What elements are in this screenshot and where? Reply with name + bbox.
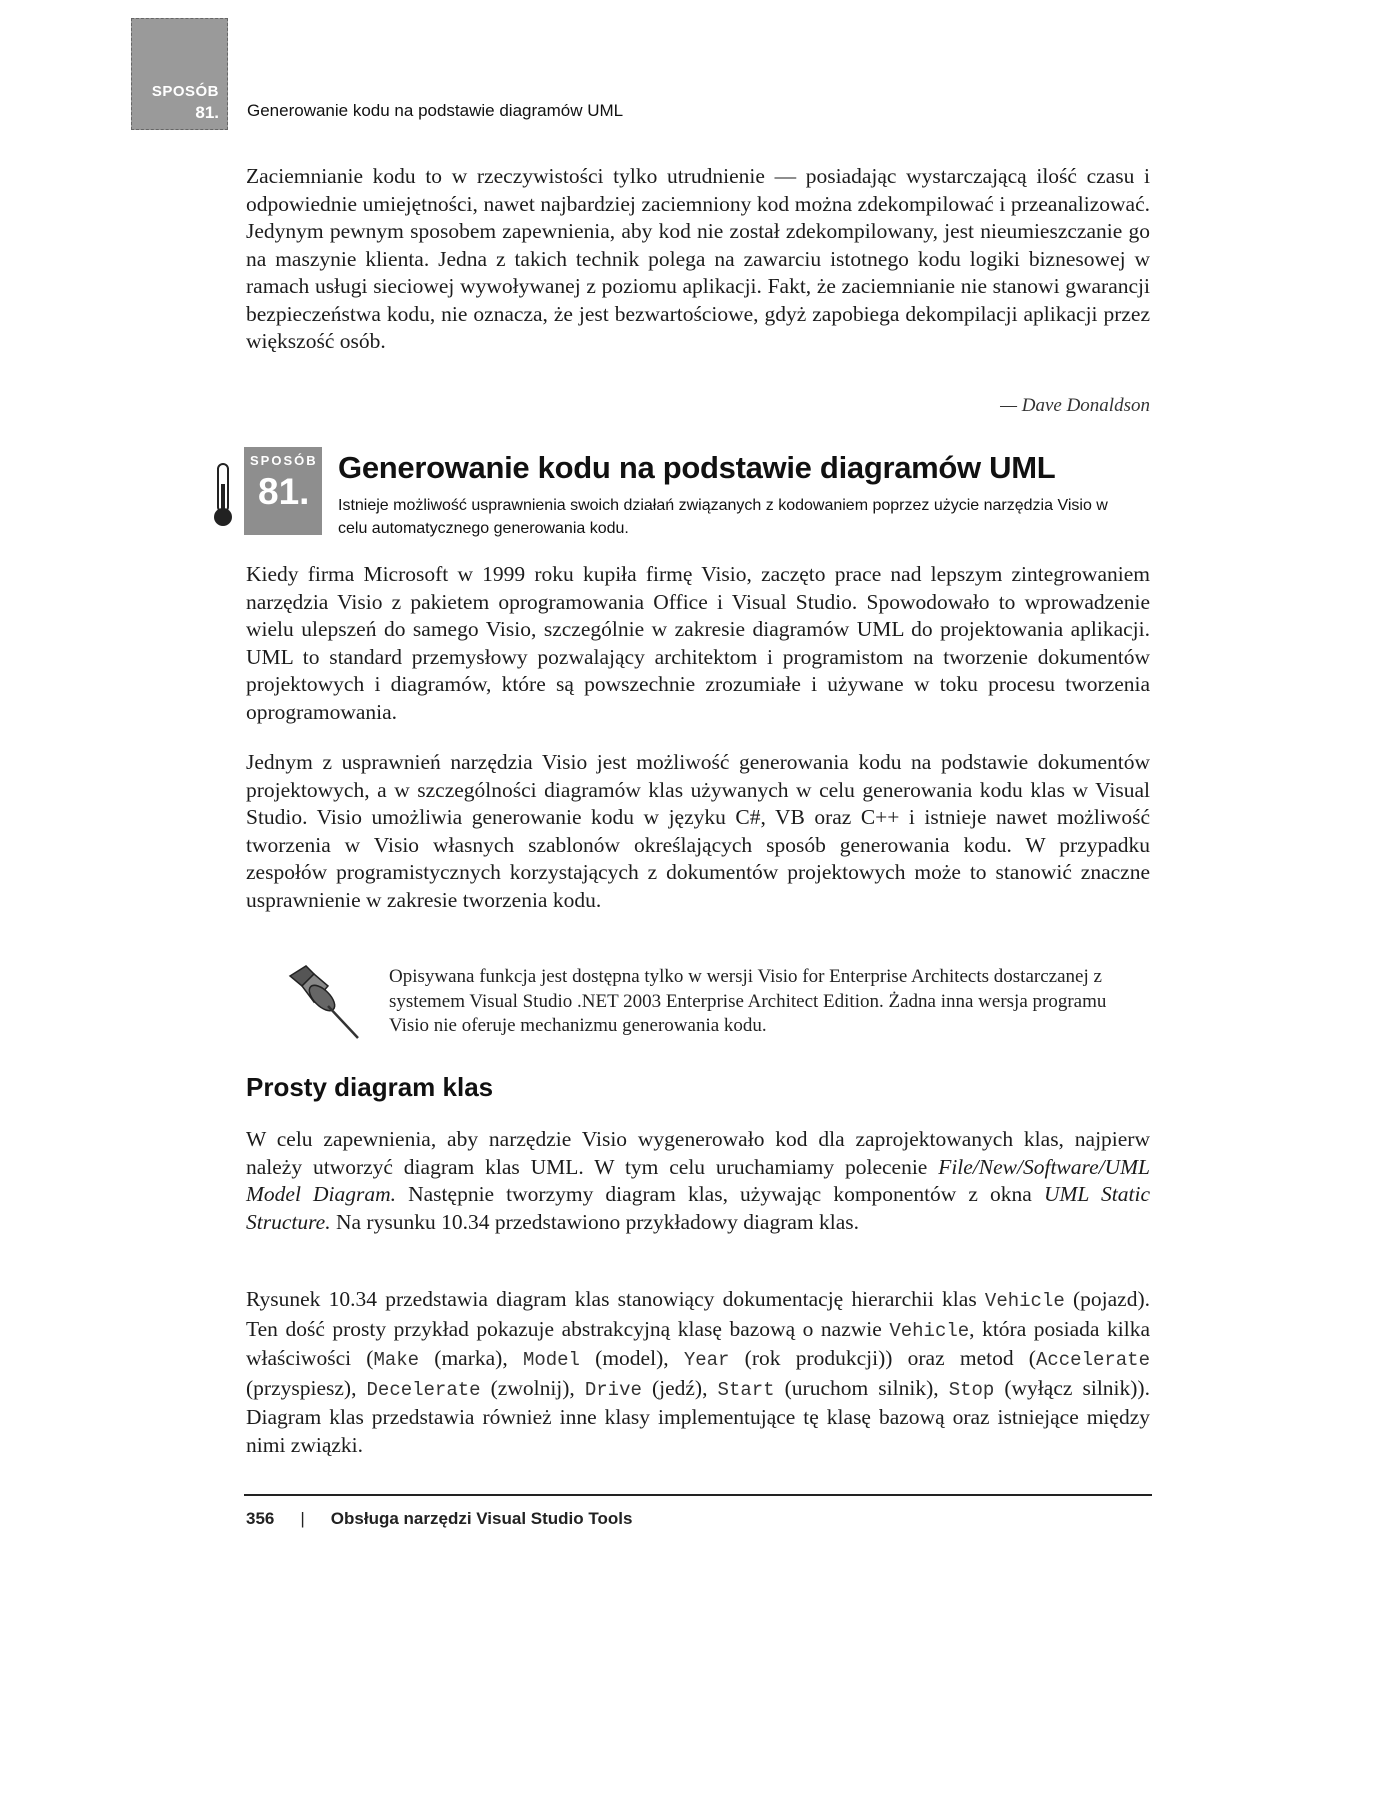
code-token: Decelerate (366, 1378, 481, 1401)
thermometer-icon (212, 462, 234, 528)
note-text: Opisywana funkcja jest dostępna tylko w wersji Visio for Enterprise Architects dostarczanej z systemem Visual Studio .NET 2003 Enterprise Architect Edition. Żadna inna wersja programu Visio nie oferuje mechanizmu generowania kodu. (389, 966, 1107, 1036)
page-footer (246, 1509, 632, 1529)
footer-separator: | (300, 1509, 305, 1528)
code-token: Accelerate (1035, 1349, 1150, 1371)
code-token: Make (373, 1349, 420, 1371)
quote-attribution: — Dave Donaldson (1000, 395, 1150, 416)
pushpin-icon (284, 962, 364, 1042)
text-run: Na rysunku 10.34 przedstawiono przykładowy diagram klas. (330, 1209, 860, 1234)
text-run: W celu zapewnienia, aby narzędzie Visio wygenerowało kod dla zaprojektowanych klas, najpierw należy utworzyć diagram klas UML. W tym celu uruchamiamy polecenie (246, 1127, 1150, 1179)
text-run: (rok produkcji)) oraz metod ( (729, 1346, 1036, 1370)
body-paragraph-3 (246, 1126, 1150, 1236)
menu-path: File/New/Software/UML Model Diagram. (246, 1154, 1150, 1206)
body-paragraph-1: Kiedy firma Microsoft w 1999 roku kupiła firmę Visio, zaczęto prace nad lepszym zintegrowaniem narzędzia Visio z pakietem oprogramowania Office i Visual Studio. Spowodowało to wprowadzenie wielu ulepszeń do samego Visio, szczególnie w zakresie diagramów UML do projektowania aplikacji. UML to standard przemysłowy pozwalający architektom i programistom na tworzenie dokumentów projektowych i diagramów, które są powszechnie zrozumiałe i używane w toku procesu tworzenia oprogramowania. (246, 562, 1150, 724)
footer-section-title: Obsługa narzędzi Visual Studio Tools (330, 1509, 633, 1528)
text-run: (marka), (419, 1346, 523, 1370)
footer-rule (244, 1494, 1152, 1496)
running-header-title: Generowanie kodu na podstawie diagramów UML (247, 101, 624, 120)
text-run: (przyspiesz), (246, 1375, 367, 1400)
code-token: Year (683, 1349, 730, 1371)
code-token: Vehicle (984, 1290, 1065, 1312)
text-run: (model), (579, 1346, 684, 1370)
text-run: (wyłącz silnik)). Diagram klas przedstawia również inne klasy implementujące tę klasę bazową oraz istniejące między nimi związki. (246, 1375, 1150, 1457)
header-tab-label: SPOSÓB (151, 83, 219, 100)
text-run: (pojazd). Ten dość prosty przykład pokazuje abstrakcyjną klasę bazową o nazwie (246, 1287, 1150, 1341)
text-run: (jedź), (641, 1375, 718, 1400)
body-paragraph-4 (246, 1286, 1150, 1459)
section-title: Generowanie kodu na podstawie diagramów UML (338, 450, 1056, 485)
text-run: Rysunek 10.34 przedstawia diagram klas stanowiący dokumentację hierarchii klas (246, 1287, 985, 1311)
section-badge-label: SPOSÓB (250, 453, 318, 468)
text-run: , która posiada kilka właściwości ( (246, 1316, 1150, 1370)
text-run: (uruchom silnik), (774, 1375, 949, 1400)
window-name: UML Static Structure. (246, 1182, 1150, 1234)
code-token: Drive (584, 1378, 642, 1401)
text-run: (zwolnij), (480, 1375, 585, 1400)
section-description: Istnieje możliwość usprawnienia swoich działań związanych z kodowaniem poprzez użycie narzędzia Visio w celu automatycznego generowania kodu. (338, 497, 1108, 537)
code-token: Stop (948, 1378, 995, 1401)
section-badge (244, 447, 322, 535)
code-token: Model (522, 1349, 580, 1371)
code-token: Start (717, 1378, 775, 1401)
intro-paragraph: Zaciemnianie kodu to w rzeczywistości tylko utrudnienie — posiadając wystarczającą ilość czasu i odpowiednie umiejętności, nawet najbardziej zaciemniony kod można zdekompilować i przeanalizować. Jedynym pewnym sposobem zapewnienia, aby kod nie został zdekompilowany, jest nieumieszczanie go na maszynie klienta. Jedna z takich technik polega na zawarciu istotnego kodu logiki biznesowej w ramach usługi sieciowej wywoływanej z poziomu aplikacji. Fakt, że zaciemnianie nie stanowi gwarancji bezpieczeństwa kodu, nie oznacza, że jest bezwartościowe, gdyż zapobiega dekompilacji aplikacji przez większość osób. (246, 164, 1150, 353)
section-badge-number: 81. (258, 471, 310, 512)
header-tab (131, 18, 228, 130)
code-token: Vehicle (889, 1319, 970, 1342)
header-tab-number: 81. (195, 103, 219, 122)
text-run: Następnie tworzymy diagram klas, używając komponentów z okna (396, 1182, 1044, 1206)
page-number: 356 (246, 1509, 275, 1528)
body-paragraph-2: Jednym z usprawnień narzędzia Visio jest możliwość generowania kodu na podstawie dokumentów projektowych, a w szczególności diagramów klas używanych w celu generowania kodu klas w Visual Studio. Visio umożliwia generowanie kodu w języku C#, VB oraz C++ i istnieje nawet możliwość tworzenia w Visio własnych szablonów określających sposób generowania kodu. W przypadku zespołów programistycznych korzystających z dokumentów projektowych może to stanowić znaczne usprawnienie w zakresie tworzenia kodu. (246, 750, 1150, 912)
subsection-title: Prosty diagram klas (246, 1072, 494, 1102)
